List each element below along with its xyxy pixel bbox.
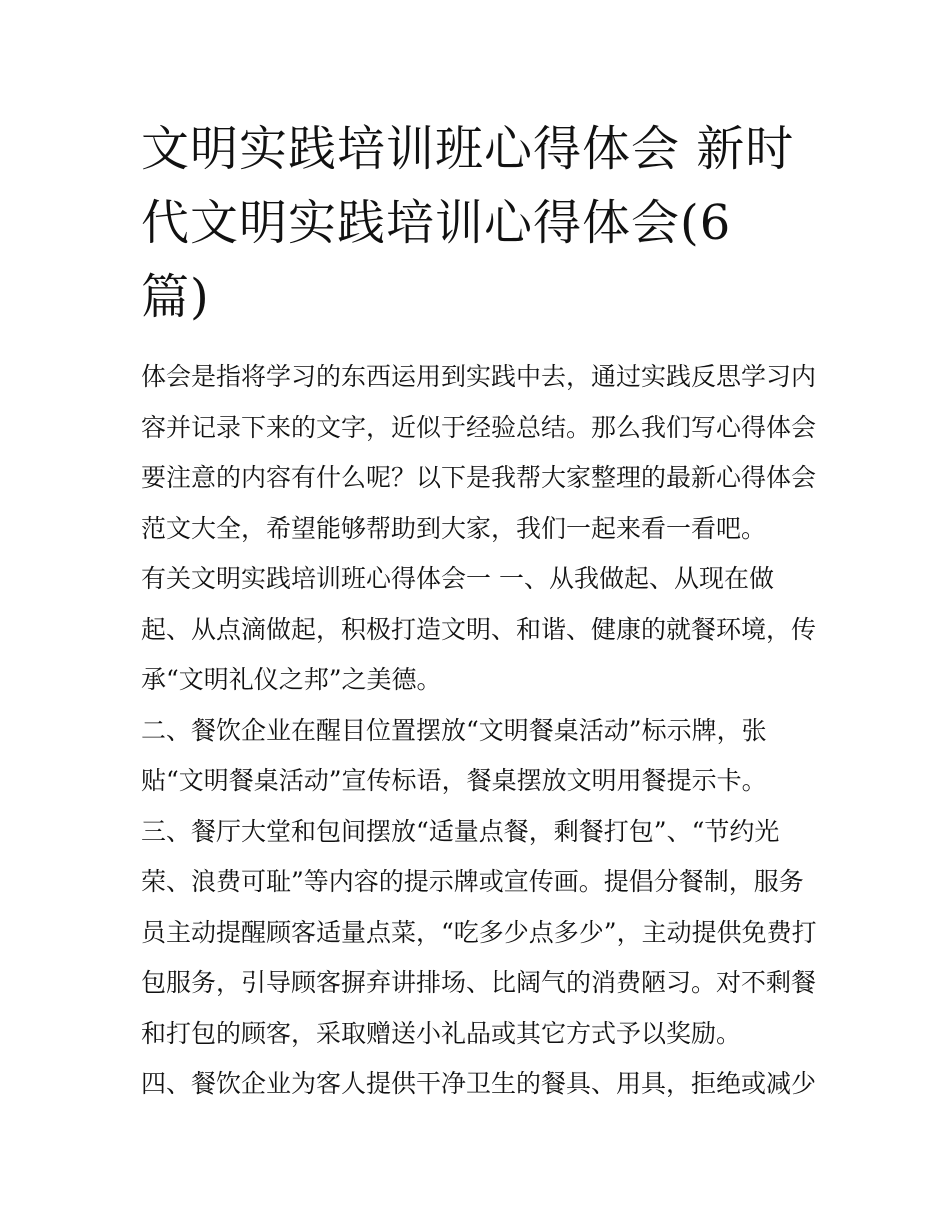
text-line: 贴“文明餐桌活动”宣传标语，餐桌摆放文明用餐提示卡。 <box>141 766 767 795</box>
text-line: 员主动提醒顾客适量点菜，“吃多少点多少”，主动提供免费打 <box>141 917 817 947</box>
text-line: 包服务，引导顾客摒弃讲排场、比阔气的消费陋习。对不剩餐 <box>141 968 817 997</box>
section-one-paragraph <box>141 554 817 706</box>
item-three-paragraph <box>141 807 817 1060</box>
text-line: 体会是指将学习的东西运用到实践中去，通过实践反思学习内 <box>141 362 817 391</box>
text-line: 四、餐饮企业为客人提供干净卫生的餐具、用具，拒绝或减少 <box>141 1069 817 1098</box>
title-line: 代文明实践培训心得体会(6 <box>141 195 732 251</box>
text-line: 三、餐厅大堂和包间摆放“适量点餐，剩餐打包”、“节约光 <box>141 816 780 846</box>
text-line: 荣、浪费可耻”等内容的提示牌或宣传画。提倡分餐制，服务 <box>141 867 804 896</box>
document-content <box>141 112 817 1110</box>
text-line: 和打包的顾客，采取赠送小礼品或其它方式予以奖励。 <box>141 1018 742 1048</box>
text-line: 有关文明实践培训班心得体会一 一、从我做起、从现在做 <box>141 564 774 593</box>
text-line: 范文大全，希望能够帮助到大家，我们一起来看一看吧。 <box>141 513 767 543</box>
text-line: 承“文明礼仪之邦”之美德。 <box>141 665 442 694</box>
document-body <box>141 352 817 1110</box>
title-line: 文明实践培训班心得体会 新时 <box>141 121 795 177</box>
item-two-paragraph <box>141 706 813 807</box>
text-line: 容并记录下来的文字，近似于经验总结。那么我们写心得体会 <box>141 412 817 442</box>
intro-paragraph <box>141 352 817 554</box>
text-line: 二、餐饮企业在醒目位置摆放“文明餐桌活动”标示牌，张 <box>141 715 767 745</box>
text-line: 起、从点滴做起，积极打造文明、和谐、健康的就餐环境，传 <box>141 614 817 644</box>
item-four-paragraph <box>141 1059 817 1110</box>
title-line: 篇) <box>141 269 210 325</box>
document-title <box>141 112 813 334</box>
text-line: 要注意的内容有什么呢？以下是我帮大家整理的最新心得体会 <box>141 463 817 492</box>
